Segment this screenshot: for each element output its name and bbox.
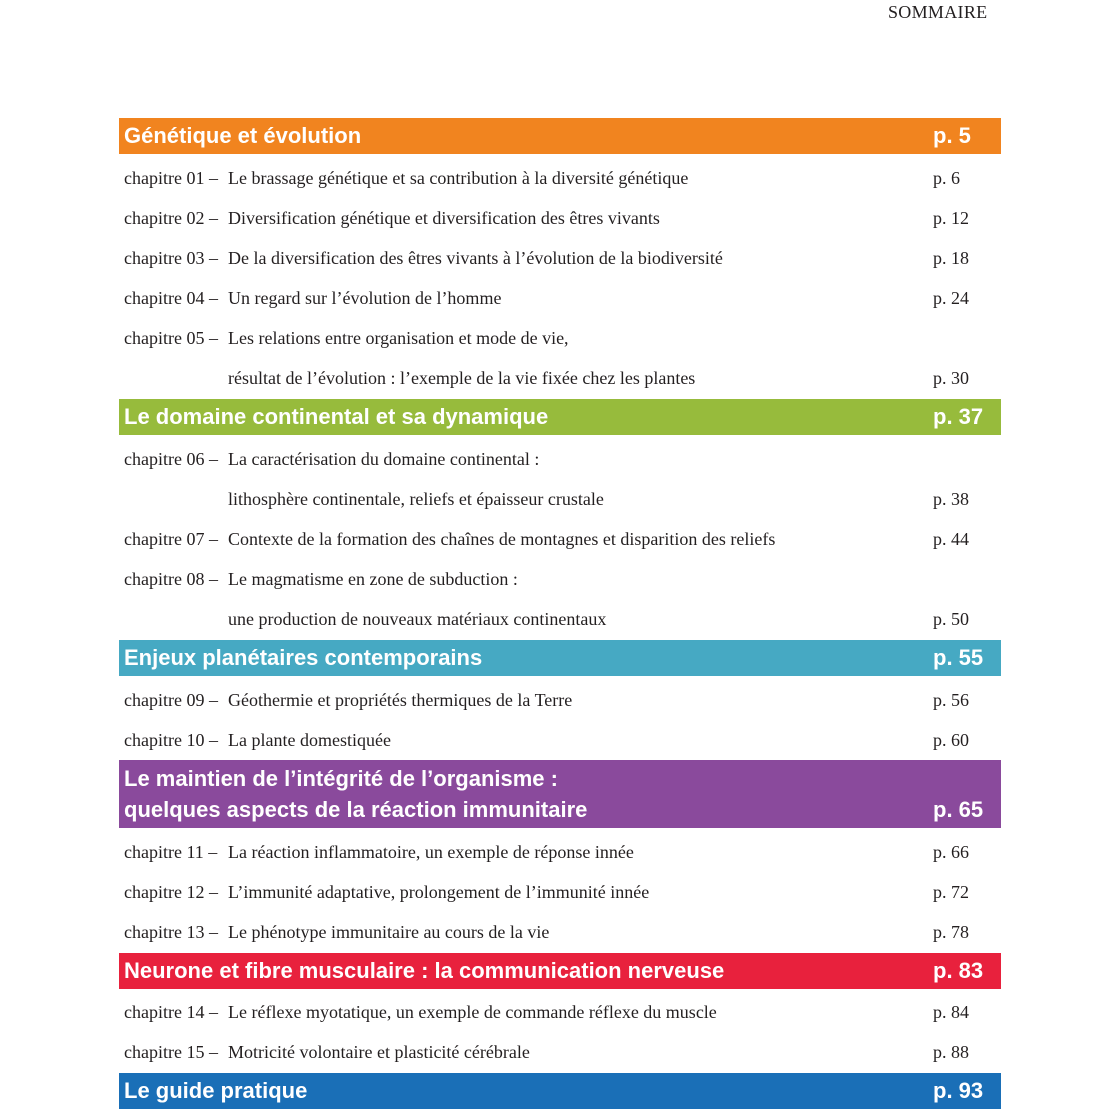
chapter-label: chapitre 09 –: [124, 690, 218, 710]
section-title: Le domaine continental et sa dynamique: [124, 404, 549, 429]
chapter-row[interactable]: [119, 685, 1001, 715]
chapter-page: p. 88: [933, 1042, 969, 1062]
chapter-title: Le brassage génétique et sa contribution à la diversité génétique: [228, 168, 689, 188]
chapter-page: p. 66: [933, 842, 969, 862]
chapter-title-line2: résultat de l’évolution : l’exemple de la vie fixée chez les plantes: [228, 368, 696, 388]
section-neurone[interactable]: [119, 953, 1001, 989]
chapter-page: p. 6: [933, 168, 960, 188]
chapter-label: chapitre 03 –: [124, 248, 218, 268]
chapter-title: De la diversification des êtres vivants à l’évolution de la biodiversité: [228, 248, 723, 268]
chapter-page: p. 56: [933, 690, 969, 710]
chapter-row[interactable]: [119, 997, 1001, 1027]
section-enjeux[interactable]: [119, 640, 1001, 676]
chapter-page: p. 72: [933, 882, 969, 902]
chapter-label: chapitre 01 –: [124, 168, 218, 188]
section-title: Enjeux planétaires contemporains: [124, 645, 483, 670]
chapter-page: p. 44: [933, 529, 969, 549]
chapter-label: chapitre 12 –: [124, 882, 218, 902]
section-title: Le guide pratique: [124, 1078, 308, 1103]
section-title: Neurone et fibre musculaire : la communication nerveuse: [124, 958, 725, 983]
chapter-row-continued[interactable]: [119, 484, 1001, 514]
chapter-title: Contexte de la formation des chaînes de montagnes et disparition des reliefs: [228, 529, 776, 549]
section-title: Le maintien de l’intégrité de l’organisme :: [124, 766, 558, 791]
section-title-line2: quelques aspects de la réaction immunitaire: [124, 797, 588, 822]
chapter-page: p. 18: [933, 248, 969, 268]
chapter-title-line2: lithosphère continentale, reliefs et épaisseur crustale: [228, 489, 604, 509]
chapter-title: Motricité volontaire et plasticité cérébrale: [228, 1042, 530, 1062]
section-title: Génétique et évolution: [124, 123, 362, 148]
chapter-title: Le magmatisme en zone de subduction :: [228, 569, 518, 589]
chapter-title: L’immunité adaptative, prolongement de l’immunité innée: [228, 882, 650, 902]
section-page: p. 37: [933, 404, 984, 429]
chapter-row[interactable]: [119, 203, 1001, 233]
chapter-label: chapitre 14 –: [124, 1002, 218, 1022]
chapter-row[interactable]: [119, 1037, 1001, 1067]
chapter-label: chapitre 08 –: [124, 569, 218, 589]
chapter-title: La caractérisation du domaine continental :: [228, 449, 540, 469]
chapter-label: chapitre 02 –: [124, 208, 218, 228]
section-page: p. 5: [933, 123, 971, 148]
chapter-page: p. 60: [933, 730, 969, 750]
chapter-title: Le réflexe myotatique, un exemple de commande réflexe du muscle: [228, 1002, 717, 1022]
chapter-title: Un regard sur l’évolution de l’homme: [228, 288, 502, 308]
section-continental[interactable]: [119, 399, 1001, 435]
page-header: SOMMAIRE: [888, 2, 988, 22]
chapter-row[interactable]: [119, 283, 1001, 313]
section-maintien[interactable]: [119, 760, 1001, 828]
section-page: p. 55: [933, 645, 984, 670]
chapter-label: chapitre 07 –: [124, 529, 218, 549]
chapter-page: p. 24: [933, 288, 969, 308]
chapter-title: Diversification génétique et diversification des êtres vivants: [228, 208, 660, 228]
chapter-title: Le phénotype immunitaire au cours de la vie: [228, 922, 550, 942]
chapter-page: p. 78: [933, 922, 969, 942]
chapter-page: p. 50: [933, 609, 969, 629]
chapter-row[interactable]: [119, 444, 1001, 474]
chapter-page: p. 12: [933, 208, 969, 228]
section-page: p. 93: [933, 1078, 984, 1103]
chapter-row[interactable]: [119, 837, 1001, 867]
chapter-label: chapitre 15 –: [124, 1042, 218, 1062]
section-genetique[interactable]: [119, 118, 1001, 154]
chapter-title: Les relations entre organisation et mode de vie,: [228, 328, 569, 348]
chapter-label: chapitre 10 –: [124, 730, 218, 750]
chapter-row[interactable]: [119, 163, 1001, 193]
chapter-label: chapitre 06 –: [124, 449, 218, 469]
chapter-page: p. 84: [933, 1002, 969, 1022]
section-page: p. 83: [933, 958, 984, 983]
section-guide[interactable]: [119, 1073, 1001, 1109]
chapter-title: Géothermie et propriétés thermiques de la Terre: [228, 690, 573, 710]
chapter-row-continued[interactable]: [119, 363, 1001, 393]
chapter-row[interactable]: [119, 524, 1001, 554]
chapter-row[interactable]: [119, 564, 1001, 594]
chapter-page: p. 38: [933, 489, 969, 509]
chapter-title: La plante domestiquée: [228, 730, 391, 750]
chapter-label: chapitre 11 –: [124, 842, 218, 862]
chapter-row[interactable]: [119, 725, 1001, 755]
chapter-title-line2: une production de nouveaux matériaux continentaux: [228, 609, 607, 629]
chapter-label: chapitre 05 –: [124, 328, 218, 348]
chapter-row[interactable]: [119, 917, 1001, 947]
chapter-row[interactable]: [119, 877, 1001, 907]
chapter-label: chapitre 13 –: [124, 922, 218, 942]
chapter-row[interactable]: [119, 323, 1001, 353]
chapter-title: La réaction inflammatoire, un exemple de réponse innée: [228, 842, 634, 862]
chapter-page: p. 30: [933, 368, 969, 388]
chapter-label: chapitre 04 –: [124, 288, 218, 308]
chapter-row[interactable]: [119, 243, 1001, 273]
section-page: p. 65: [933, 797, 984, 822]
chapter-row-continued[interactable]: [119, 604, 1001, 634]
